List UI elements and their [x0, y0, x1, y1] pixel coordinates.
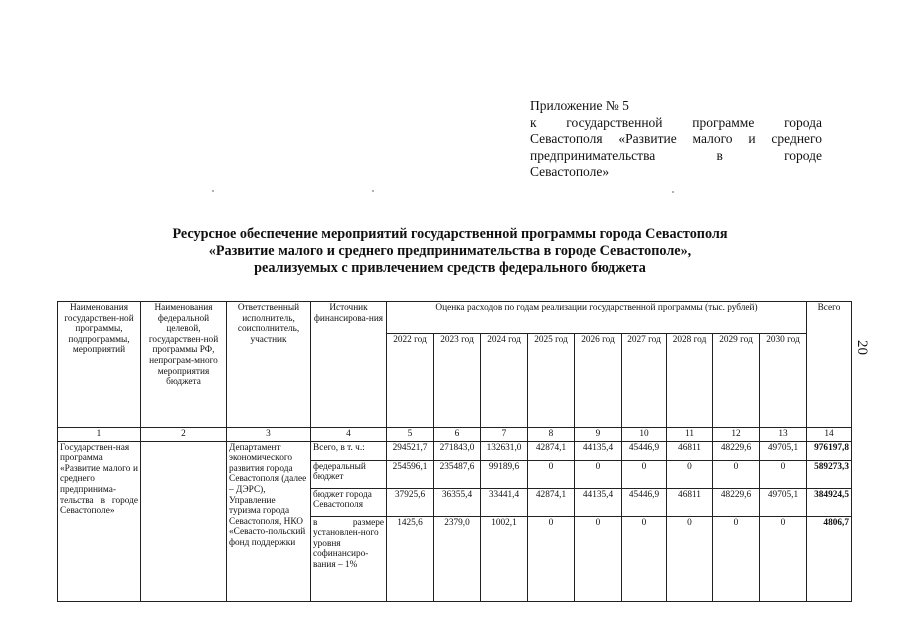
scan-speck	[372, 190, 374, 192]
value-cell: 46811	[667, 441, 713, 460]
value-cell: 1425,6	[387, 516, 434, 601]
table-row	[58, 441, 852, 460]
header-year: 2026 год	[575, 334, 622, 428]
value-cell: 132631,0	[481, 441, 528, 460]
value-cell: 37925,6	[387, 488, 434, 516]
value-cell: 254596,1	[387, 460, 434, 488]
index-cell: 14	[807, 428, 852, 442]
value-cell: 44135,4	[575, 488, 622, 516]
scan-speck	[212, 190, 214, 192]
title-line-2: «Развитие малого и среднего предпринимательства в городе Севастополе»,	[208, 243, 692, 259]
value-cell: 48229,6	[713, 441, 760, 460]
header-federal-program: Наименования федеральной целевой, государствен-ной программы РФ, непрограм-много мероприятия бюджета	[141, 302, 227, 428]
value-cell: 49705,1	[760, 488, 807, 516]
appendix-line-1: к государственной программе города	[530, 114, 822, 130]
index-cell: 5	[387, 428, 434, 442]
value-cell: 49705,1	[760, 441, 807, 460]
value-cell: 0	[575, 516, 622, 601]
header-year: 2024 год	[481, 334, 528, 428]
header-year: 2022 год	[387, 334, 434, 428]
value-cell: 48229,6	[713, 488, 760, 516]
value-cell: 0	[528, 516, 575, 601]
index-cell: 2	[141, 428, 227, 442]
title-line-1: Ресурсное обеспечение мероприятий государственной программы города Севастополя	[172, 226, 728, 242]
header-year: 2025 год	[528, 334, 575, 428]
value-cell: 235487,6	[434, 460, 481, 488]
header-estimate: Оценка расходов по годам реализации государственной программы (тыс. рублей)	[387, 302, 807, 334]
value-cell: 2379,0	[434, 516, 481, 601]
value-cell: 1002,1	[481, 516, 528, 601]
total-cell: 589273,3	[807, 460, 852, 488]
header-executor: Ответственный исполнитель, соисполнитель, участник	[227, 302, 311, 428]
value-cell: 0	[667, 516, 713, 601]
total-cell: 4806,7	[807, 516, 852, 601]
value-cell: 294521,7	[387, 441, 434, 460]
source-cell: федеральный бюджет	[311, 460, 387, 488]
index-cell: 10	[622, 428, 667, 442]
value-cell: 0	[713, 516, 760, 601]
index-cell: 11	[667, 428, 713, 442]
index-cell: 12	[713, 428, 760, 442]
header-year: 2023 год	[434, 334, 481, 428]
header-year: 2028 год	[667, 334, 713, 428]
index-cell: 8	[528, 428, 575, 442]
value-cell: 0	[622, 460, 667, 488]
value-cell: 99189,6	[481, 460, 528, 488]
value-cell: 33441,4	[481, 488, 528, 516]
header-year: 2027 год	[622, 334, 667, 428]
header-funding-source: Источник финансирова-ния	[311, 302, 387, 428]
source-cell: в размере установлен-ного уровня софинансиро-вания – 1%	[311, 516, 387, 601]
index-cell: 6	[434, 428, 481, 442]
index-cell: 4	[311, 428, 387, 442]
value-cell: 271843,0	[434, 441, 481, 460]
header-total: Всего	[807, 302, 852, 428]
value-cell: 0	[622, 516, 667, 601]
index-cell: 9	[575, 428, 622, 442]
document-title	[100, 226, 800, 277]
index-cell: 1	[58, 428, 141, 442]
value-cell: 44135,4	[575, 441, 622, 460]
federal-program-cell	[141, 441, 227, 601]
page-number: 20	[854, 340, 870, 355]
value-cell: 0	[713, 460, 760, 488]
value-cell: 42874,1	[528, 488, 575, 516]
total-cell: 384924,5	[807, 488, 852, 516]
index-cell: 7	[481, 428, 528, 442]
source-cell: бюджет города Севастополя	[311, 488, 387, 516]
appendix-line-2: Севастополя «Развитие малого и среднего	[530, 131, 822, 146]
executor-cell: Департамент экономического развития города Севастополя (далее – ДЭРС), Управление туризма города Севастополя, НКО «Севасто-польский фонд поддержки	[227, 441, 311, 601]
total-cell: 976197,8	[807, 441, 852, 460]
scan-speck	[672, 191, 674, 193]
source-cell: Всего, в т. ч.:	[311, 441, 387, 460]
index-cell: 3	[227, 428, 311, 442]
value-cell: 0	[575, 460, 622, 488]
program-name-cell: Государствен-ная программа «Развитие малого и среднего предпринима-тельства в городе Севастополе»	[58, 441, 141, 601]
header-program-name: Наименования государствен-ной программы, подпрограммы, мероприятий	[58, 302, 141, 428]
value-cell: 42874,1	[528, 441, 575, 460]
value-cell: 0	[760, 516, 807, 601]
value-cell: 45446,9	[622, 441, 667, 460]
header-year: 2029 год	[713, 334, 760, 428]
value-cell: 36355,4	[434, 488, 481, 516]
appendix-title: Приложение № 5	[530, 98, 629, 113]
index-row	[58, 428, 852, 442]
value-cell: 0	[528, 460, 575, 488]
appendix-line-3: предпринимательства в городе	[530, 147, 822, 163]
value-cell: 0	[667, 460, 713, 488]
value-cell: 46811	[667, 488, 713, 516]
title-line-3: реализуемых с привлечением средств федерального бюджета	[254, 260, 646, 276]
appendix-block	[530, 98, 822, 181]
header-year: 2030 год	[760, 334, 807, 428]
index-cell: 13	[760, 428, 807, 442]
value-cell: 45446,9	[622, 488, 667, 516]
value-cell: 0	[760, 460, 807, 488]
resource-table	[57, 301, 852, 602]
appendix-line-4: Севастополе»	[530, 164, 610, 179]
